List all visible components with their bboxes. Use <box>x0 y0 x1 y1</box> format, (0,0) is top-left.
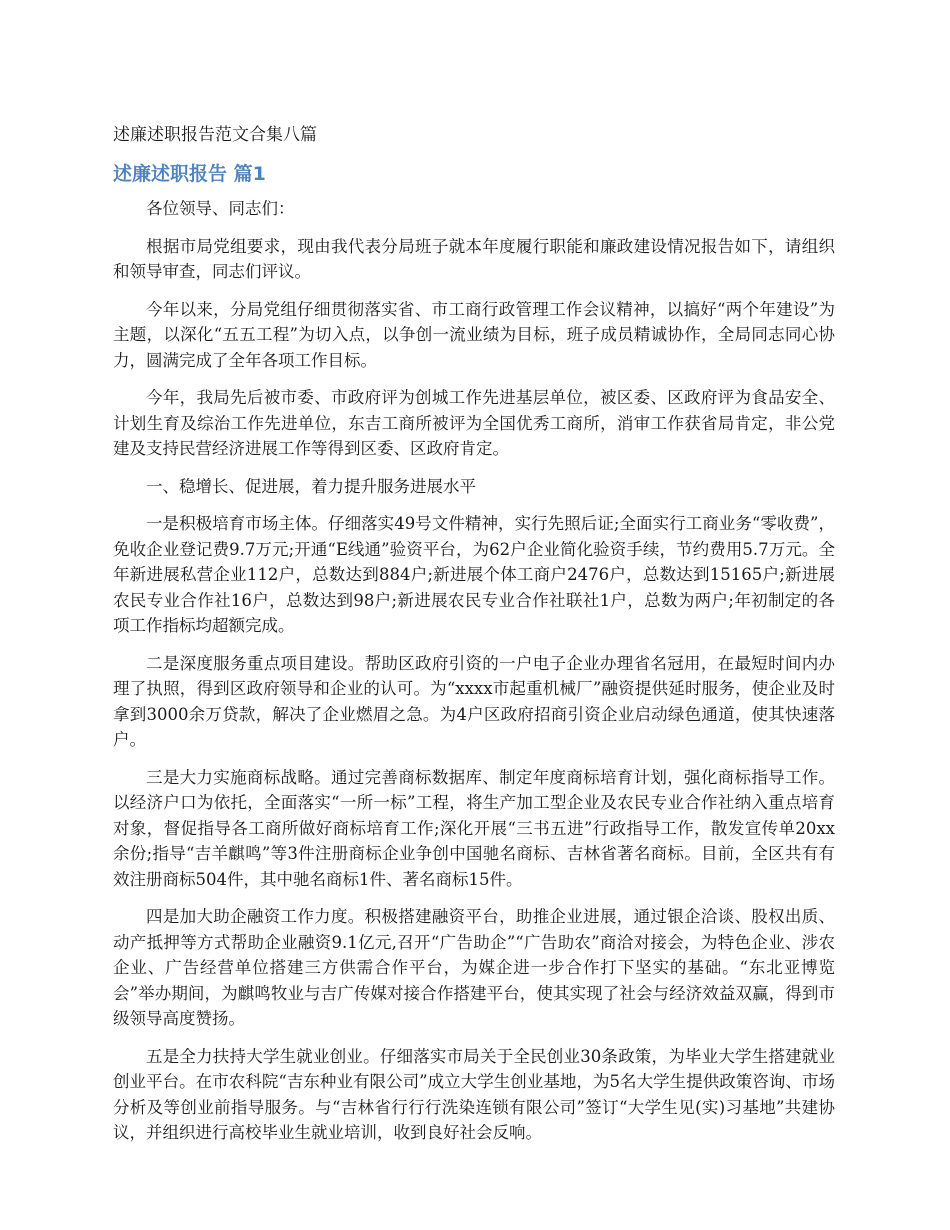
document-page <box>113 122 835 1158</box>
paragraph: 今年，我局先后被市委、市政府评为创城工作先进基层单位，被区委、区政府评为食品安全、计划生育及综治工作先进单位，东吉工商所被评为全国优秀工商所，消审工作获省局肯定，非公党建及支持民营经济进展工作等得到区委、区政府肯定。 <box>113 388 835 458</box>
section-heading: 述廉述职报告 篇1 <box>113 163 266 185</box>
document-title: 述廉述职报告范文合集八篇 <box>113 125 317 145</box>
paragraph: 根据市局党组要求，现由我代表分局班子就本年度履行职能和廉政建设情况报告如下，请组织和领导审查，同志们评议。 <box>113 236 835 281</box>
paragraph: 今年以来，分局党组仔细贯彻落实省、市工商行政管理工作会议精神，以搞好“两个年建设”为主题，以深化“五五工程”为切入点，以争创一流业绩为目标，班子成员精诚协作，全局同志同心协力，圆满完成了全年各项工作目标。 <box>113 299 835 370</box>
paragraph: 五是全力扶持大学生就业创业。仔细落实市局关于全民创业30条政策，为毕业大学生搭建就业创业平台。在市农科院“吉东种业有限公司”成立大学生创业基地，为5名大学生提供政策咨询、市场分析及等创业前指导服务。与“吉林省行行行洗染连锁有限公司”签订“大学生见(实)习基地”共建协议，并组织进行高校毕业生就业培训，收到良好社会反响。 <box>113 1046 835 1142</box>
paragraph: 各位领导、同志们： <box>146 199 295 218</box>
paragraph: 二是深度服务重点项目建设。帮助区政府引资的一户电子企业办理省名冠用，在最短时间内办理了执照，得到区政府领导和企业的认可。为“xxxx市起重机械厂”融资提供延时服务，使企业及时拿到3000余万贷款，解决了企业燃眉之急。为4户区政府招商引资企业启动绿色通道，使其快速落户。 <box>113 653 835 749</box>
paragraph: 三是大力实施商标战略。通过完善商标数据库、制定年度商标培育计划，强化商标指导工作。以经济户口为依托，全面落实“一所一标”工程，将生产加工型企业及农民专业合作社纳入重点培育对象，督促指导各工商所做好商标培育工作;深化开展“三书五进”行政指导工作，散发宣传单20xx余份;指导“吉羊麒鸣”等3件注册商标企业争创中国驰名商标、吉林省著名商标。目前，全区共有有效注册商标504件，其中驰名商标1件、著名商标15件。 <box>113 767 835 889</box>
paragraph: 一是积极培育市场主体。仔细落实49号文件精神，实行先照后证;全面实行工商业务“零收费”，免收企业登记费9.7万元;开通“E线通”验资平台，为62户企业简化验资手续，节约费用5.7万元。全年新进展私营企业112户，总数达到884户;新进展个体工商户2476户，总数达到15165户;新进展农民专业合作社16户，总数达到98户;新进展农民专业合作社联社1户，总数为两户;年初制定的各项工作指标均超额完成。 <box>113 514 835 635</box>
body-text <box>113 196 835 1146</box>
paragraph: 四是加大助企融资工作力度。积极搭建融资平台，助推企业进展，通过银企洽谈、股权出质、动产抵押等方式帮助企业融资9.1亿元,召开“广告助企”“广告助农”商洽对接会，为特色企业、涉农企业、广告经营单位搭建三方供需合作平台，为媒企进一步合作打下坚实的基础。“东北亚博览会”举办期间，为麒鸣牧业与吉广传媒对接合作搭建平台，使其实现了社会与经济效益双赢，得到市级领导高度赞扬。 <box>113 907 835 1028</box>
paragraph: 一、稳增长、促进展，着力提升服务进展水平 <box>146 476 476 496</box>
